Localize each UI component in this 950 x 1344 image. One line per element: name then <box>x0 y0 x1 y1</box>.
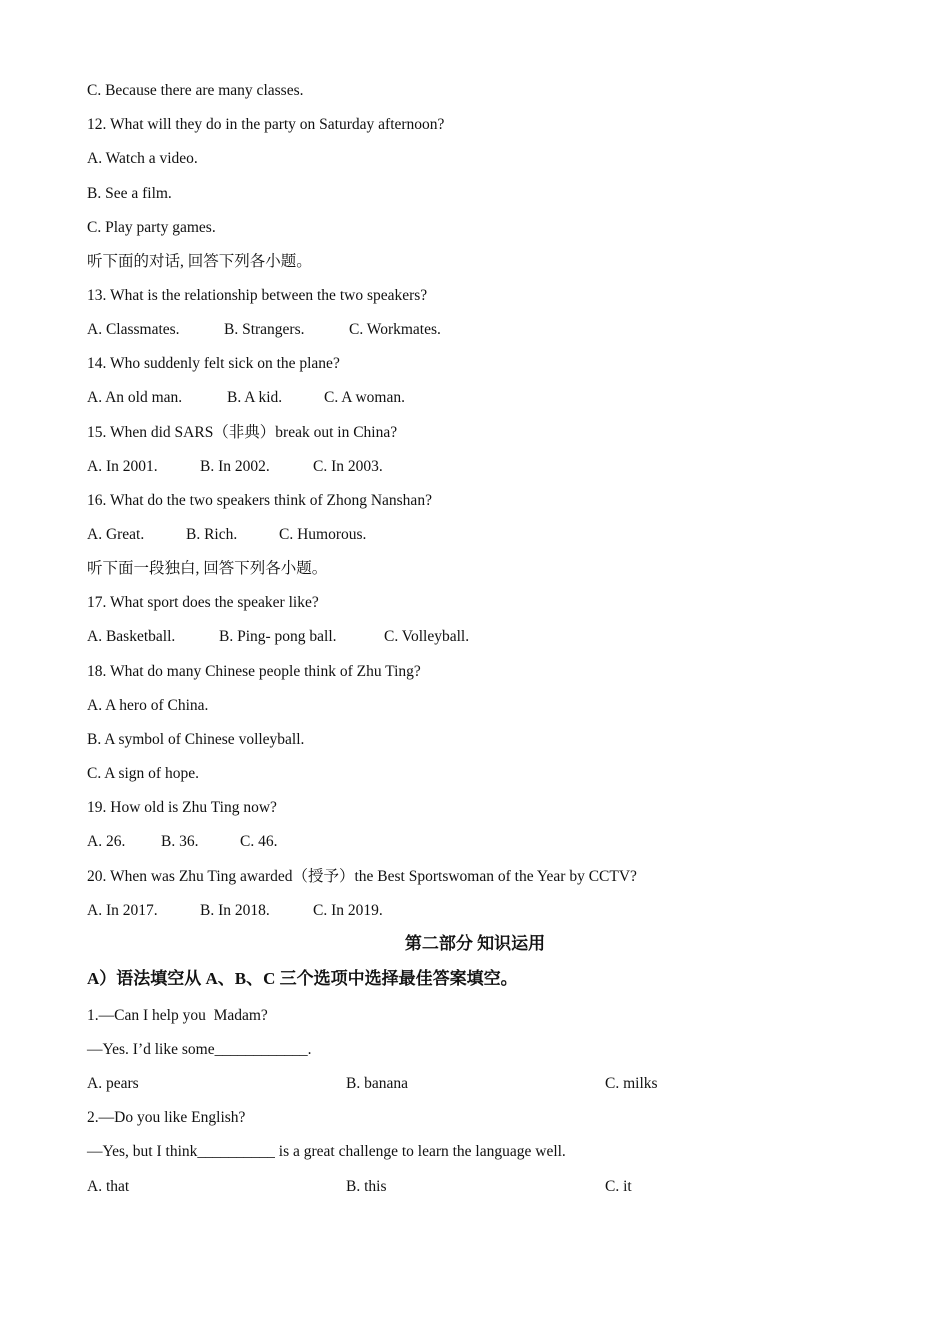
q17-option-a: A. Basketball. <box>87 628 176 645</box>
instruction-monologue: 听下面一段独白, 回答下列各小题。 <box>87 560 328 577</box>
q11-option-c: C. Because there are many classes. <box>87 82 304 99</box>
q12-option-b: B. See a film. <box>87 185 172 202</box>
q19-option-a: A. 26. <box>87 833 126 850</box>
part-a-heading: A）语法填空从 A、B、C 三个选项中选择最佳答案填空。 <box>87 969 518 988</box>
q20-option-a: A. In 2017. <box>87 902 158 919</box>
q13-option-c: C. Workmates. <box>349 321 441 338</box>
question-16: 16. What do the two speakers think of Zhong Nanshan? <box>87 492 432 509</box>
q16-option-b: B. Rich. <box>186 526 238 543</box>
q19-option-b: B. 36. <box>161 833 199 850</box>
q14-option-c: C. A woman. <box>324 389 405 406</box>
q18-option-c: C. A sign of hope. <box>87 765 199 782</box>
q13-option-a: A. Classmates. <box>87 321 180 338</box>
q15-option-b: B. In 2002. <box>200 458 270 475</box>
g1-option-a: A. pears <box>87 1075 139 1092</box>
q16-option-c: C. Humorous. <box>279 526 367 543</box>
q16-option-a: A. Great. <box>87 526 145 543</box>
q12-option-a: A. Watch a video. <box>87 150 198 167</box>
question-19: 19. How old is Zhu Ting now? <box>87 799 277 816</box>
question-13: 13. What is the relationship between the two speakers? <box>87 287 428 304</box>
g2-option-a: A. that <box>87 1178 130 1195</box>
q15-option-c: C. In 2003. <box>313 458 383 475</box>
grammar-q1: 1.—Can I help you Madam? <box>87 1007 268 1024</box>
q17-option-c: C. Volleyball. <box>384 628 470 645</box>
q12-option-c: C. Play party games. <box>87 219 216 236</box>
question-12: 12. What will they do in the party on Saturday afternoon? <box>87 116 445 133</box>
q20-option-b: B. In 2018. <box>200 902 270 919</box>
q13-option-b: B. Strangers. <box>224 321 305 338</box>
question-15: 15. When did SARS（非典）break out in China? <box>87 424 398 441</box>
g1-option-b: B. banana <box>346 1075 408 1092</box>
q15-option-a: A. In 2001. <box>87 458 158 475</box>
q18-option-a: A. A hero of China. <box>87 697 209 714</box>
question-20: 20. When was Zhu Ting awarded（授予）the Best Sportswoman of the Year by CCTV? <box>87 868 637 885</box>
grammar-q2: 2.—Do you like English? <box>87 1109 246 1126</box>
q14-option-a: A. An old man. <box>87 389 183 406</box>
question-14: 14. Who suddenly felt sick on the plane? <box>87 355 340 372</box>
section-title: 第二部分 知识运用 <box>404 934 546 953</box>
q14-option-b: B. A kid. <box>227 389 283 406</box>
q20-option-c: C. In 2019. <box>313 902 383 919</box>
grammar-q2-response: —Yes, but I think__________ is a great challenge to learn the language well. <box>87 1143 566 1160</box>
question-18: 18. What do many Chinese people think of Zhu Ting? <box>87 663 421 680</box>
g2-option-b: B. this <box>346 1178 387 1195</box>
grammar-q1-response: —Yes. I’d like some____________. <box>87 1041 312 1058</box>
q18-option-b: B. A symbol of Chinese volleyball. <box>87 731 305 748</box>
g2-option-c: C. it <box>605 1178 632 1195</box>
question-17: 17. What sport does the speaker like? <box>87 594 319 611</box>
instruction-dialogue: 听下面的对话, 回答下列各小题。 <box>87 253 312 270</box>
q19-option-c: C. 46. <box>240 833 278 850</box>
g1-option-c: C. milks <box>605 1075 658 1092</box>
q17-option-b: B. Ping- pong ball. <box>219 628 337 645</box>
